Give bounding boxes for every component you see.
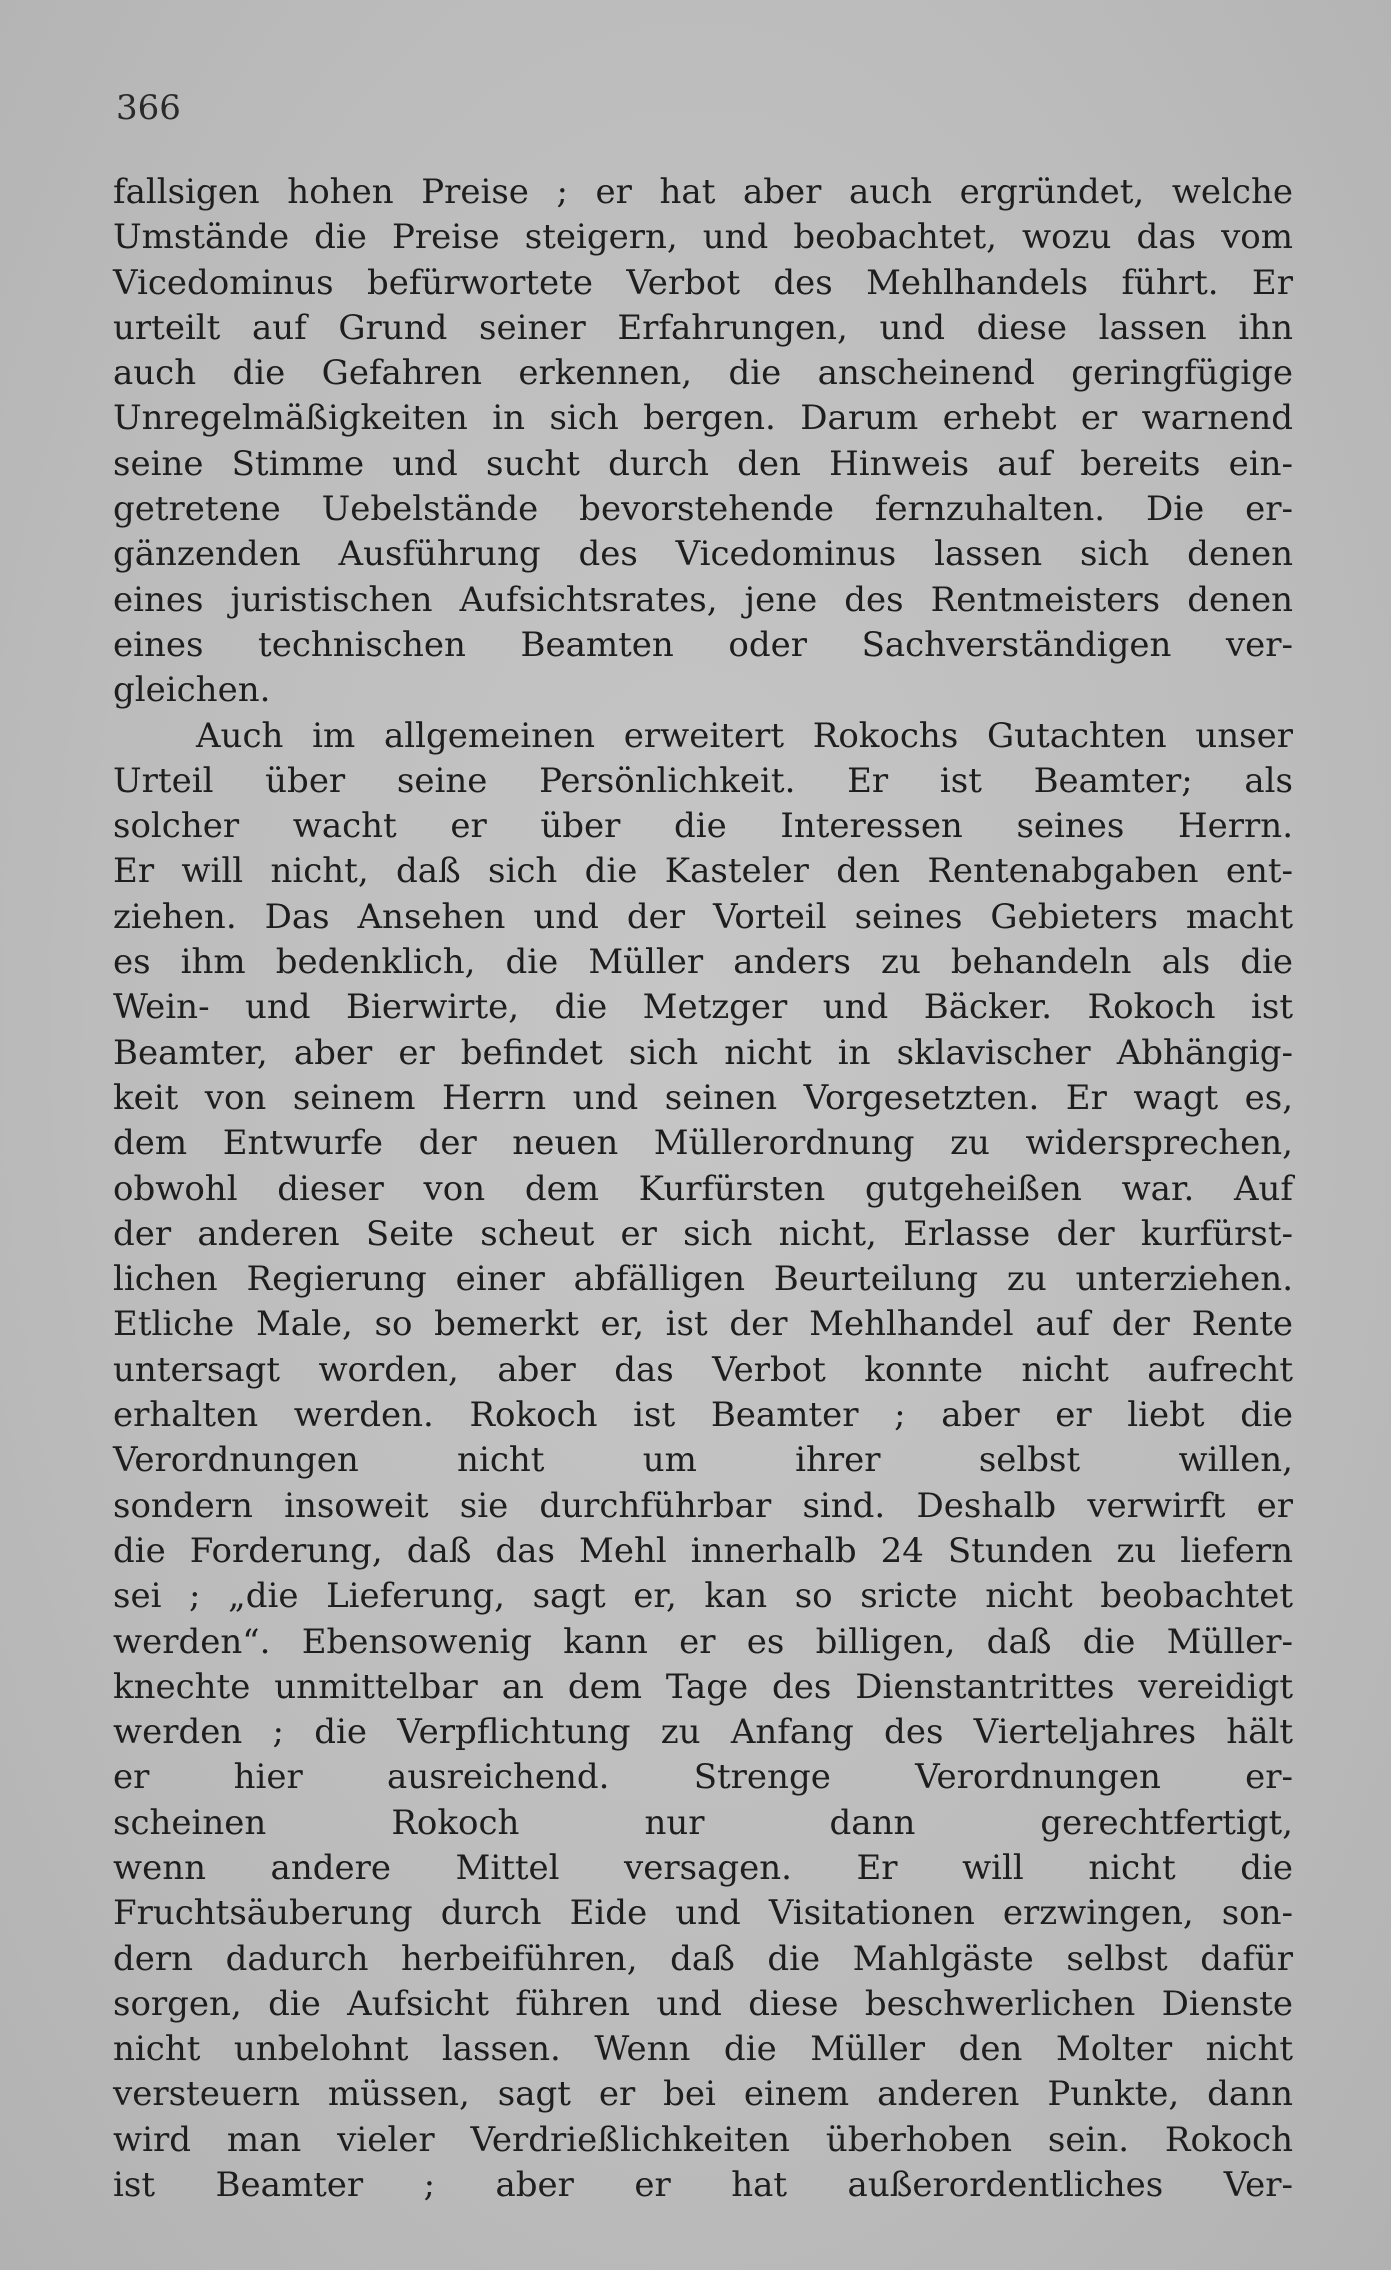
text-line: Vicedominus befürwortete Verbot des Mehlhandels führt. Er <box>113 262 1293 303</box>
text-line: wenn andere Mittel versagen. Er will nicht die <box>113 1847 1293 1888</box>
text-line: eines technischen Beamten oder Sachverständigen ver- <box>113 624 1293 665</box>
text-line: Verordnungen nicht um ihrer selbst willen, <box>113 1440 1293 1481</box>
text-line: versteuern müssen, sagt er bei einem anderen Punkte, dann <box>113 2074 1293 2115</box>
text-line: es ihm bedenklich, die Müller anders zu behandeln als die <box>113 942 1293 983</box>
paragraph-2 <box>113 714 1293 2209</box>
text-line: knechte unmittelbar an dem Tage des Dienstantrittes vereidigt <box>113 1666 1293 1707</box>
body-text <box>113 170 1293 2208</box>
text-line: sei ; „die Lieferung, sagt er, kan so sricte nicht beobachtet <box>113 1576 1293 1617</box>
text-line: gleichen. <box>113 670 271 711</box>
paragraph-1 <box>113 170 1293 714</box>
text-line: Fruchtsäuberung durch Eide und Visitationen erzwingen, son- <box>113 1893 1293 1934</box>
text-line: Urteil über seine Persönlichkeit. Er ist Beamter; als <box>113 760 1293 801</box>
text-line: solcher wacht er über die Interessen seines Herrn. <box>113 806 1293 847</box>
text-line: sorgen, die Aufsicht führen und diese beschwerlichen Dienste <box>113 1983 1293 2024</box>
text-line: dern dadurch herbeiführen, daß die Mahlgäste selbst dafür <box>113 1938 1293 1979</box>
text-line: ist Beamter ; aber er hat außerordentliches Ver- <box>113 2165 1293 2206</box>
text-line: werden ; die Verpflichtung zu Anfang des Vierteljahres hält <box>113 1712 1293 1753</box>
text-line: obwohl dieser von dem Kurfürsten gutgeheißen war. Auf <box>113 1168 1293 1209</box>
page-number: 366 <box>116 88 181 128</box>
text-line: getretene Uebelstände bevorstehende fernzuhalten. Die er- <box>113 489 1293 530</box>
text-line: erhalten werden. Rokoch ist Beamter ; aber er liebt die <box>113 1395 1293 1436</box>
text-line: sondern insoweit sie durchführbar sind. Deshalb verwirft er <box>113 1485 1293 1526</box>
text-line: gänzenden Ausführung des Vicedominus lassen sich denen <box>113 534 1293 575</box>
text-line: Etliche Male, so bemerkt er, ist der Mehlhandel auf der Rente <box>113 1304 1293 1345</box>
text-line: lichen Regierung einer abfälligen Beurteilung zu unterziehen. <box>113 1259 1293 1300</box>
text-line: der anderen Seite scheut er sich nicht, Erlasse der kurfürst- <box>113 1213 1293 1254</box>
text-line: Er will nicht, daß sich die Kasteler den Rentenabgaben ent- <box>113 851 1293 892</box>
text-line: keit von seinem Herrn und seinen Vorgesetzten. Er wagt es, <box>113 1077 1293 1118</box>
text-line: nicht unbelohnt lassen. Wenn die Müller den Molter nicht <box>113 2029 1293 2070</box>
text-line: fallsigen hohen Preise ; er hat aber auch ergründet, welche <box>113 172 1293 212</box>
text-line: Wein- und Bierwirte, die Metzger und Bäcker. Rokoch ist <box>113 987 1293 1028</box>
text-line: untersagt worden, aber das Verbot konnte nicht aufrecht <box>113 1349 1293 1390</box>
text-line: er hier ausreichend. Strenge Verordnungen er- <box>113 1757 1293 1798</box>
text-line: auch die Gefahren erkennen, die anscheinend geringfügige <box>113 353 1293 394</box>
text-line: dem Entwurfe der neuen Müllerordnung zu widersprechen, <box>113 1123 1293 1164</box>
text-line: urteilt auf Grund seiner Erfahrungen, und diese lassen ihn <box>113 307 1293 348</box>
text-line: Umstände die Preise steigern, und beobachtet, wozu das vom <box>113 217 1293 258</box>
text-line: eines juristischen Aufsichtsrates, jene des Rentmeisters denen <box>113 579 1293 620</box>
text-line: Unregelmäßigkeiten in sich bergen. Darum erhebt er warnend <box>113 398 1293 439</box>
text-line: wird man vieler Verdrießlichkeiten überhoben sein. Rokoch <box>113 2119 1293 2160</box>
text-line: Auch im allgemeinen erweitert Rokochs Gutachten unser <box>196 715 1293 756</box>
text-line: werden“. Ebensowenig kann er es billigen, daß die Müller- <box>113 1621 1293 1662</box>
text-line: scheinen Rokoch nur dann gerechtfertigt, <box>113 1802 1293 1843</box>
text-line: seine Stimme und sucht durch den Hinweis auf bereits ein- <box>113 443 1293 484</box>
text-line: die Forderung, daß das Mehl innerhalb 24 Stunden zu liefern <box>113 1530 1293 1571</box>
text-line: Beamter, aber er befindet sich nicht in sklavischer Abhängig- <box>113 1032 1293 1073</box>
text-line: ziehen. Das Ansehen und der Vorteil seines Gebieters macht <box>113 896 1293 937</box>
